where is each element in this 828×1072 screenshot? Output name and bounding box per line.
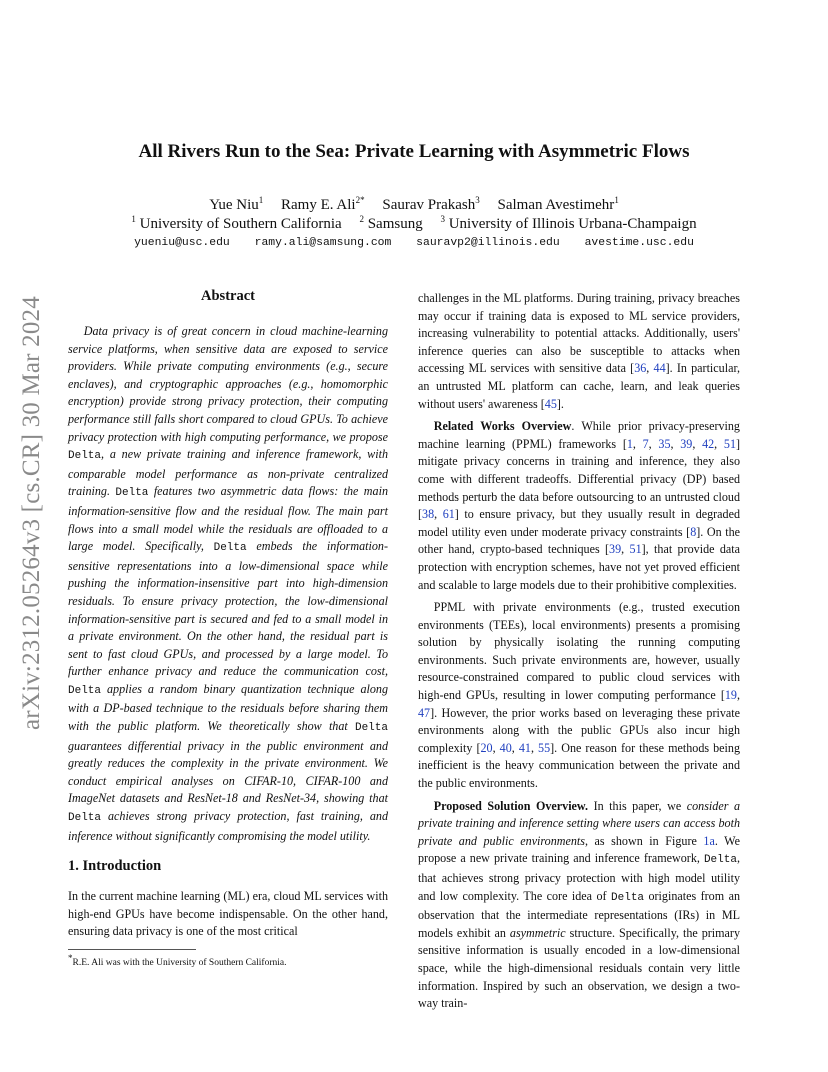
citation-link[interactable]: 35	[658, 436, 671, 451]
citation-link[interactable]: 44	[653, 361, 666, 376]
affiliation: $^1$ University of Southern California	[131, 214, 342, 232]
citation-link[interactable]: 8	[690, 524, 697, 539]
citation-link[interactable]: 38	[422, 507, 435, 522]
author-list	[0, 195, 828, 214]
section-heading-introduction: 1. Introduction	[68, 858, 162, 874]
citation-link[interactable]: 61	[442, 507, 455, 522]
citation-link[interactable]: 40	[499, 740, 512, 755]
paper-title: All Rivers Run to the Sea: Private Learning with Asymmetric Flows	[138, 141, 690, 162]
email[interactable]: avestime.usc.edu	[584, 237, 694, 249]
citation-link[interactable]: 20	[480, 740, 493, 755]
citation-link[interactable]: 39	[680, 436, 693, 451]
footnote-rule	[68, 949, 196, 950]
footnote: *R.E. Ali was with the University of Southern California.	[68, 953, 287, 969]
affiliation: $^3$ University of Illinois Urbana-Champaign	[440, 214, 697, 232]
author: Saurav Prakash$^3$	[382, 195, 480, 213]
intro-text: In the current machine learning (ML) era, cloud ML services with high-end GPUs have become indispensable. On the other hand, ensuring data privacy is one of the most critical	[68, 889, 388, 939]
citation-link[interactable]: 36	[634, 361, 647, 376]
author: Yue Niu$^1$	[209, 195, 264, 213]
citation-link[interactable]: 51	[629, 542, 642, 557]
author: Salman Avestimehr$^1$	[497, 195, 619, 213]
email[interactable]: sauravp2@illinois.edu	[416, 237, 560, 249]
email-list	[0, 237, 828, 249]
affiliation-list	[0, 214, 828, 233]
citation-link[interactable]: 42	[702, 436, 715, 451]
abstract-body: Data privacy is of great concern in cloud machine-learning service platforms, when sensitive data are exposed to service providers. While private computing environments (e.g., secure enclaves), and cryptographic approaches (e.g., homomorphic encryption) provide strong privacy protection, their computing performance still falls short compared to cloud GPUs. To achieve privacy protection with high computing performance, we propose Delta, a new private training and inference framework, with comparable model performance as non-private centralized training. Delta features two asymmetric data flows: the main information-sensitive flow and the residual flow. The main part flows into a small model while the residuals are offloaded to a large model. Specifically, Delta embeds the information-sensitive representations into a low-dimensional space while pushing the information-insensitive part into high-dimension residuals. To ensure privacy protection, the low-dimensional information-sensitive part is secured and fed to a small model in a private environment. On the other hand, the residual part is sent to fast cloud GPUs, and processed by a large model. To further enhance privacy and reduce the communication cost, Delta applies a random binary quantization technique along with a DP-based technique to the residuals before sharing them with the public platform. We theoretically show that Delta guarantees differential privacy in the public environment and greatly reduces the complexity in the private environment. We conduct empirical analyses on CIFAR-10, CIFAR-100 and ImageNet datasets and ResNet-18 and ResNet-34, showing that Delta achieves strong privacy protection, fast training, and inference without significantly compromising the model utility.	[68, 324, 388, 843]
citation-link[interactable]: 7	[642, 436, 649, 451]
arxiv-sidebar-stamp: arXiv:2312.05264v3 [cs.CR] 30 Mar 2024	[18, 296, 45, 730]
affiliation: $^2$ Samsung	[359, 214, 423, 232]
email[interactable]: ramy.ali@samsung.com	[254, 237, 392, 249]
citation-link[interactable]: 51	[723, 436, 736, 451]
citation-link[interactable]: 41	[518, 740, 531, 755]
author: Ramy E. Ali$^{2*}$	[281, 195, 365, 213]
citation-link[interactable]: 19	[724, 688, 737, 703]
citation-link[interactable]: 47	[418, 705, 431, 720]
citation-link[interactable]: 55	[538, 740, 551, 755]
citation-link[interactable]: 1	[626, 436, 633, 451]
figure-link[interactable]: 1a	[703, 833, 715, 848]
abstract-heading: Abstract	[201, 288, 255, 304]
paragraph-heading-related-works: Related Works Overview	[433, 419, 572, 434]
paragraph-heading-proposed-solution: Proposed Solution Overview.	[433, 798, 589, 813]
citation-link[interactable]: 45	[544, 396, 557, 411]
email[interactable]: yueniu@usc.edu	[134, 237, 230, 249]
citation-link[interactable]: 39	[609, 542, 622, 557]
right-column-text: challenges in the ML platforms. During training, privacy breaches may occur if training data is exposed to ML service providers, increasing vulnerability to potential attacks. Additionally, users' inference queries can also be susceptible to attacks when accessing ML services with sensitive data [36, 44]. In particular, an untrusted ML platform can cache, learn, and leak queries without users' awareness [45]. Related Works Overview. While prior privacy-preserving machine learning (PPML) frameworks [1, 7, 35, 39, 42, 51] mitigate privacy concerns in training and inference, they also come with different tradeoffs. Differential privacy (DP) based methods perturb the data before outsourcing to an untrusted cloud [38, 61] to ensure privacy, but they usually result in degraded model utility even under moderate privacy constraints [8]. On the other hand, crypto-based techniques [39, 51], that provide data protection with encryption schemes, have not yet proved efficient and scalable to large models due to their prohibitive complexities. PPML with private environments (e.g., trusted execution environments (TEEs), local environments) presents a promising solution by physically isolating the running computing environments. Such private environments are, however, usually resource-constrained compared to public cloud services with high-end GPUs, resulting in lower computing performance [19, 47]. However, the prior works based on leveraging these private environments along with the public GPUs also incur high complexity [20, 40, 41, 55]. One reason for these methods being inefficient is the heavy communication between the private and the public environments. Proposed Solution Overview. In this paper, we consider a private training and inference setting where users can access both private and public environments, as shown in Figure 1a. We propose a new private training and inference framework, Delta, that achieves strong privacy protection with high model utility and low complexity. The core idea of Delta originates from an observation that the intermediate representations (IRs) in ML models exhibit an asymmetric structure. Specifically, the primary sensitive information is usually encoded in a low-dimensional space, while the high-dimensional residuals contain very little information. Inspired by such an observation, we design a two-way train-	[418, 291, 741, 1011]
